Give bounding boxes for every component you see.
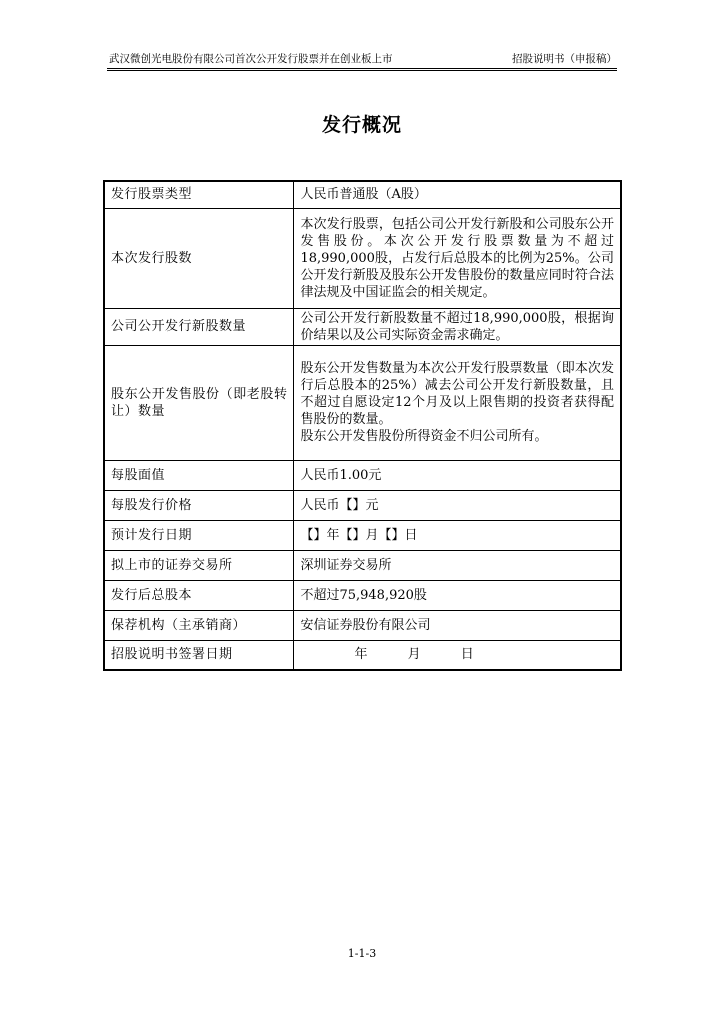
page-title: 发行概况 <box>321 114 402 136</box>
date-year-label: 年 <box>354 647 368 663</box>
value-text: 股东公开发售数量为本次公开发行股票数量（即本次发行后总股本的25%）减去公司公开发行新股数量，且不超过自愿设定12个月及以上限售期的投资者获得配售股份的数量。 <box>300 361 614 427</box>
table-row <box>104 520 621 550</box>
row-label: 招股说明书签署日期 <box>104 640 294 670</box>
row-value <box>294 345 621 460</box>
date-day-label: 日 <box>460 647 474 663</box>
row-value <box>294 181 621 208</box>
value-text: 股东公开发售股份所得资金不归公司所有。 <box>300 429 548 444</box>
row-label: 每股面值 <box>104 460 294 490</box>
table-row <box>104 308 621 345</box>
table-row <box>104 580 621 610</box>
table-row <box>104 550 621 580</box>
table-row <box>104 640 621 670</box>
value-text: 人民币【】元 <box>300 497 379 513</box>
row-value <box>294 460 621 490</box>
table-row <box>104 460 621 490</box>
table-row <box>104 490 621 520</box>
value-text: 人民币普通股（A股） <box>300 187 427 203</box>
page-header <box>107 52 617 69</box>
offering-summary-table <box>103 180 622 671</box>
row-value <box>294 308 621 345</box>
value-text: 公司公开发行新股数量不超过18,990,000股，根据询价结果以及公司实际资金需求确定。 <box>300 310 614 343</box>
row-label: 保荐机构（主承销商） <box>104 610 294 640</box>
row-label: 发行股票类型 <box>104 181 294 208</box>
value-text: 本次发行股票，包括公司公开发行新股和公司股东公开发售股份。本次公开发行股票数量为不超过18,990,000股，占发行后总股本的比例为25%。公司公开发行新股及股东公开发售股份的数量应同时符合法律法规及中国证监会的相关规定。 <box>300 216 614 300</box>
header-document-type: 招股说明书（申报稿） <box>512 53 617 65</box>
row-value <box>294 490 621 520</box>
row-label: 每股发行价格 <box>104 490 294 520</box>
row-value <box>294 610 621 640</box>
table-row <box>104 181 621 208</box>
page-number: 1-1-3 <box>347 947 377 960</box>
row-label: 发行后总股本 <box>104 580 294 610</box>
header-rule <box>107 70 617 71</box>
table-row <box>104 345 621 460</box>
row-value <box>294 550 621 580</box>
value-text: 深圳证券交易所 <box>300 557 392 573</box>
row-value <box>294 208 621 308</box>
row-label: 股东公开发售股份（即老股转让）数量 <box>104 345 294 460</box>
table-row <box>104 610 621 640</box>
row-label: 公司公开发行新股数量 <box>104 308 294 345</box>
date-month-label: 月 <box>407 647 421 663</box>
header-company-title: 武汉微创光电股份有限公司首次公开发行股票并在创业板上市 <box>109 53 393 65</box>
row-label: 本次发行股数 <box>104 208 294 308</box>
row-label: 拟上市的证券交易所 <box>104 550 294 580</box>
table-row <box>104 208 621 308</box>
row-value <box>294 640 621 670</box>
value-text: 不超过75,948,920股 <box>300 587 427 603</box>
row-label: 预计发行日期 <box>104 520 294 550</box>
value-text: 人民币1.00元 <box>300 467 382 483</box>
row-value <box>294 580 621 610</box>
value-text: 【】年【】月【】日 <box>300 527 418 543</box>
row-value <box>294 520 621 550</box>
value-text: 安信证券股份有限公司 <box>300 617 431 633</box>
